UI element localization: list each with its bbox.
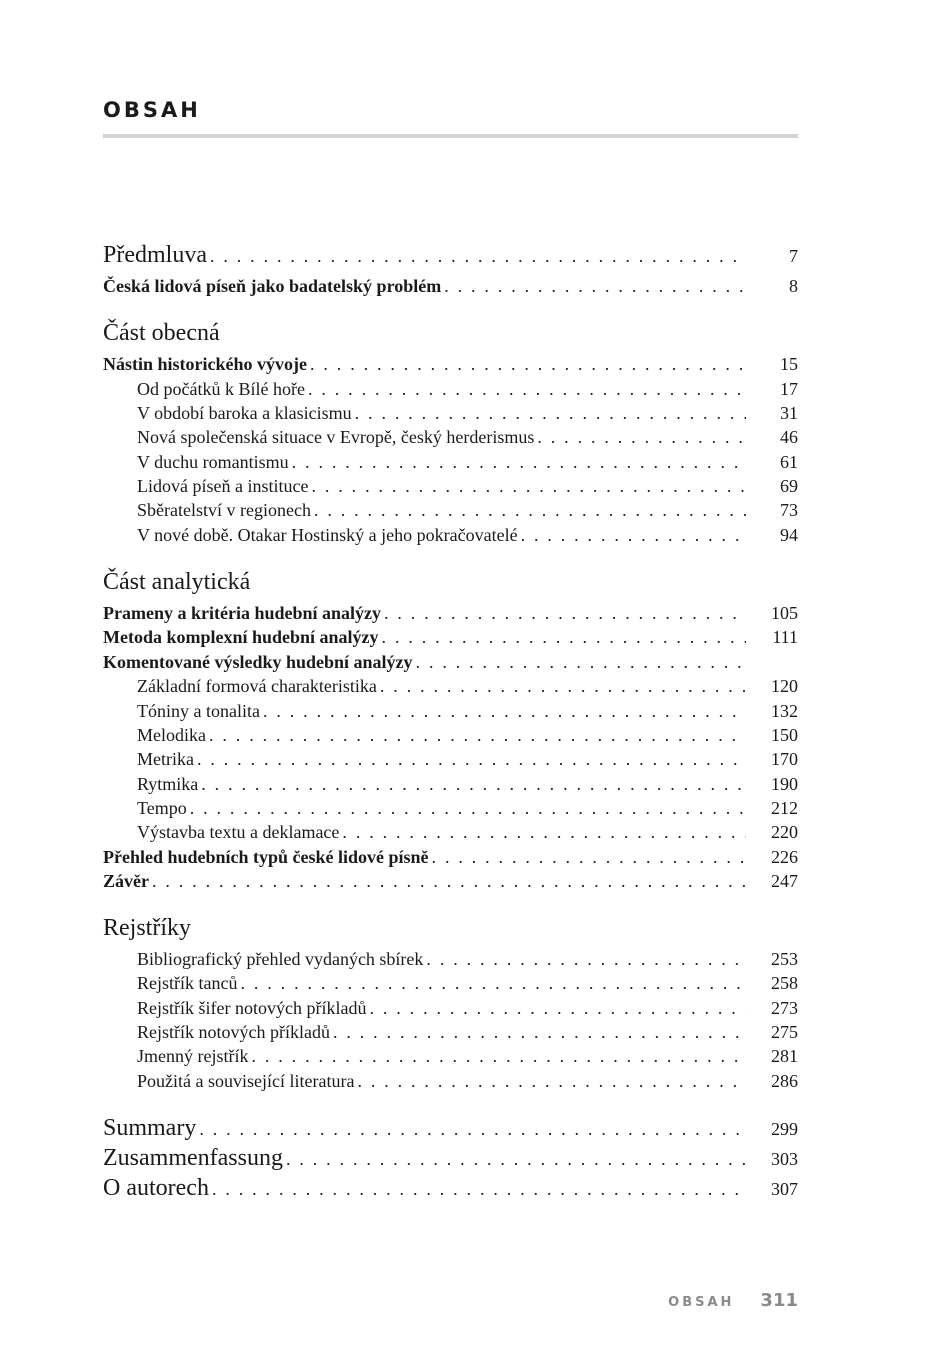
toc-entry-page: 73 — [780, 500, 798, 520]
toc-entry[interactable] — [137, 723, 798, 747]
toc-entry-title: Komentované výsledky hudební analýzy — [103, 652, 413, 672]
toc-entry[interactable] — [137, 1044, 798, 1068]
toc-entry-title: Základní formová charakteristika — [137, 676, 377, 696]
toc-entry-page: 303 — [771, 1149, 798, 1169]
toc-entry-title: Tóniny a tonalita — [137, 701, 260, 721]
toc-entry-title: Sběratelství v regionech — [137, 500, 311, 520]
toc-entry[interactable] — [137, 401, 798, 425]
toc-entry[interactable] — [137, 674, 798, 698]
toc-entry-page: 111 — [772, 627, 798, 647]
dot-leader — [426, 947, 746, 971]
dot-leader — [251, 1044, 746, 1068]
toc-entry-title: Rejstřík tanců — [137, 973, 238, 993]
toc-entry-page: 69 — [780, 476, 798, 496]
toc-entry-page: 105 — [771, 603, 798, 623]
dot-leader — [537, 425, 746, 449]
toc-entry-title: Předmluva — [103, 242, 207, 268]
toc-entry[interactable] — [103, 869, 798, 893]
dot-leader — [286, 1144, 746, 1174]
toc-entry-title: Melodika — [137, 725, 206, 745]
dot-leader — [263, 699, 746, 723]
dot-leader — [314, 498, 746, 522]
toc-entry-page: 299 — [771, 1119, 798, 1139]
toc-entry-page: 220 — [771, 822, 798, 842]
dot-leader — [444, 274, 746, 298]
toc-entry[interactable] — [137, 498, 798, 522]
toc-entry-page: 150 — [771, 725, 798, 745]
toc-entry-page: 286 — [771, 1071, 798, 1091]
toc-entry[interactable] — [137, 450, 798, 474]
toc-entry-page: 212 — [771, 798, 798, 818]
dot-leader — [521, 523, 746, 547]
dot-leader — [310, 352, 746, 376]
toc-entry-title: Výstavba textu a deklamace — [137, 822, 340, 842]
toc-entry-title: V nové době. Otakar Hostinský a jeho pokračovatelé — [137, 525, 518, 545]
page-footer — [0, 1290, 798, 1311]
toc-entry-title: Lidová píseň a instituce — [137, 476, 309, 496]
toc-entry[interactable] — [137, 377, 798, 401]
toc-entry-title: Metrika — [137, 749, 194, 769]
toc-entry-title: V období baroka a klasicismu — [137, 403, 352, 423]
toc-entry[interactable] — [103, 601, 798, 625]
toc-entry-page: 226 — [771, 847, 798, 867]
toc-entry[interactable] — [103, 650, 798, 674]
toc-entry[interactable] — [137, 772, 798, 796]
toc-entry[interactable] — [137, 820, 798, 844]
toc-entry[interactable] — [137, 796, 798, 820]
toc-entry-title: Metoda komplexní hudební analýzy — [103, 627, 379, 647]
dot-leader — [209, 723, 746, 747]
toc-entry[interactable] — [137, 699, 798, 723]
toc-entry[interactable] — [103, 625, 798, 649]
toc-entry[interactable] — [137, 996, 798, 1020]
dot-leader — [197, 747, 746, 771]
toc-entry-title: V duchu romantismu — [137, 452, 289, 472]
toc-entry-title: Prameny a kritéria hudební analýzy — [103, 603, 381, 623]
toc-entry-title: Nová společenská situace v Evropě, český herderismus — [137, 427, 535, 447]
toc-entry-page: 94 — [780, 525, 798, 545]
toc-entry-title: Rejstřík šifer notových příkladů — [137, 998, 367, 1018]
toc-entry-page: 15 — [780, 354, 798, 374]
toc-entry-title: Tempo — [137, 798, 187, 818]
dot-leader — [201, 772, 746, 796]
toc-entry[interactable] — [137, 1069, 798, 1093]
toc-entry[interactable] — [137, 947, 798, 971]
toc-entry-predmluva[interactable] — [103, 240, 798, 271]
dot-leader — [342, 820, 746, 844]
dot-leader — [355, 401, 746, 425]
dot-leader — [190, 796, 746, 820]
toc-entry[interactable] — [137, 971, 798, 995]
dot-leader — [369, 996, 746, 1020]
dot-leader — [416, 650, 746, 674]
dot-leader — [384, 601, 746, 625]
toc-entry[interactable] — [137, 474, 798, 498]
toc-entry-title: Rytmika — [137, 774, 199, 794]
toc-entry-title: Zusammenfassung — [103, 1145, 283, 1171]
toc-entry-page: 258 — [771, 973, 798, 993]
toc-entry-title: Od počátků k Bílé hoře — [137, 379, 305, 399]
toc-entry-title: Použitá a související literatura — [137, 1071, 355, 1091]
toc-entry-page: 253 — [771, 949, 798, 969]
page-heading: OBSAH — [103, 98, 201, 122]
toc-entry[interactable] — [103, 352, 798, 376]
toc-entry-title: Summary — [103, 1115, 197, 1141]
toc-entry-page: 190 — [771, 774, 798, 794]
dot-leader — [357, 1069, 746, 1093]
toc-entry-page: 247 — [771, 871, 798, 891]
running-footer-label: OBSAH — [668, 1295, 735, 1310]
toc-entry-title: Bibliografický přehled vydaných sbírek — [137, 949, 424, 969]
dot-leader — [380, 674, 746, 698]
dot-leader — [152, 869, 746, 893]
toc-entry[interactable] — [103, 845, 798, 869]
toc-entry-page: 17 — [780, 379, 798, 399]
toc-entry-title: Rejstřík notových příkladů — [137, 1022, 330, 1042]
toc-entry-title: Závěr — [103, 871, 149, 891]
toc-entry-page: 275 — [771, 1022, 798, 1042]
toc-entry[interactable] — [137, 425, 798, 449]
dot-leader — [311, 474, 746, 498]
toc-entry-page: 132 — [771, 701, 798, 721]
toc-entry-page: 61 — [780, 452, 798, 472]
toc-entry-page: 273 — [771, 998, 798, 1018]
toc-entry[interactable] — [137, 523, 798, 547]
toc-entry-page: 281 — [771, 1046, 798, 1066]
dot-leader — [212, 1174, 746, 1204]
dot-leader — [333, 1020, 746, 1044]
toc-entry-title: O autorech — [103, 1175, 209, 1201]
toc-entry-badatelsky-problem[interactable] — [103, 274, 798, 298]
section-title-rejstriky: Rejstříky — [103, 915, 191, 941]
heading-rule — [103, 134, 798, 138]
toc-entry-title: Jmenný rejstřík — [137, 1046, 249, 1066]
toc-entry-title: Přehled hudebních typů české lidové písně — [103, 847, 429, 867]
dot-leader — [382, 625, 746, 649]
toc-entry-title: Česká lidová píseň jako badatelský problém — [103, 276, 442, 296]
page-number: 311 — [760, 1290, 798, 1311]
dot-leader — [308, 377, 746, 401]
toc-entry-zusammenfassung[interactable] — [103, 1143, 798, 1174]
toc-entry-page: 170 — [771, 749, 798, 769]
toc-entry-page: 120 — [771, 676, 798, 696]
toc-entry-page: 8 — [789, 276, 798, 296]
toc-entry-summary[interactable] — [103, 1113, 798, 1144]
toc-entry-page: 7 — [789, 246, 798, 266]
toc-entry-page: 46 — [780, 427, 798, 447]
dot-leader — [432, 845, 746, 869]
toc-entry[interactable] — [137, 747, 798, 771]
section-title-cast-analyticka: Část analytická — [103, 569, 251, 595]
toc-entry[interactable] — [137, 1020, 798, 1044]
dot-leader — [240, 971, 746, 995]
toc-entry-page: 31 — [780, 403, 798, 423]
section-title-cast-obecna: Část obecná — [103, 320, 220, 346]
toc-entry-page: 307 — [771, 1179, 798, 1199]
toc-entry-title: Nástin historického vývoje — [103, 354, 307, 374]
dot-leader — [292, 450, 746, 474]
toc-entry-o-autorech[interactable] — [103, 1173, 798, 1204]
dot-leader — [210, 241, 746, 271]
dot-leader — [199, 1114, 746, 1144]
